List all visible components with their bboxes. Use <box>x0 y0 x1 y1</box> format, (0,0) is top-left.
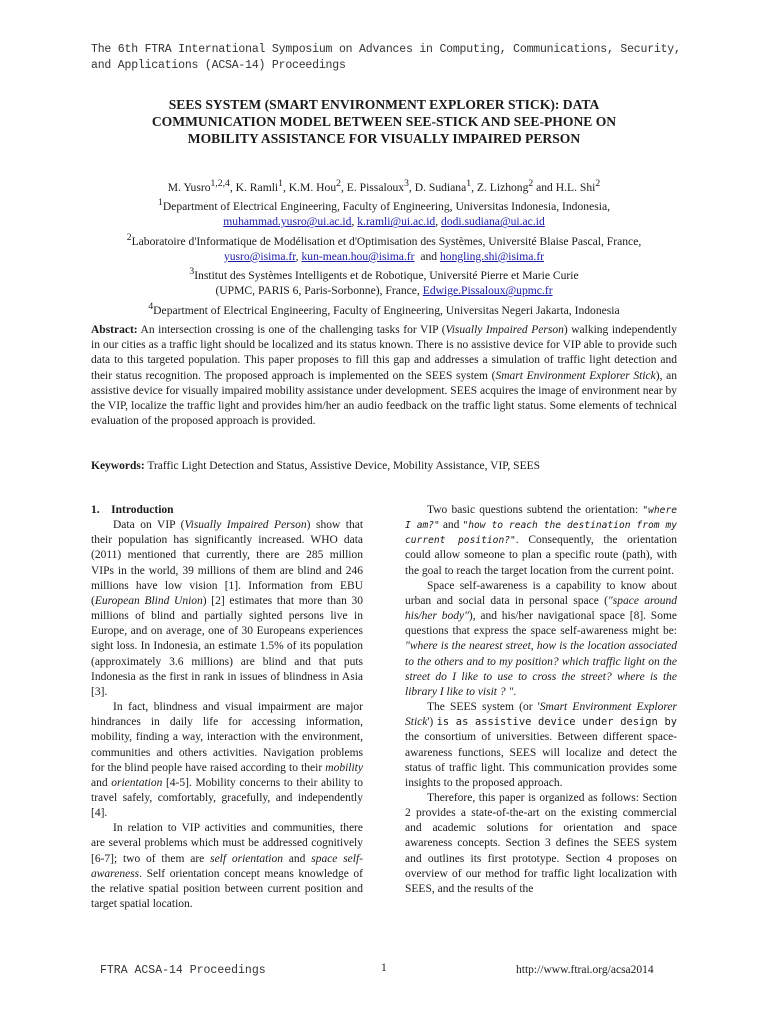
text: [4-5]. Mobility concerns to their ability to travel safely, comfortably, gracefully, and independently [4]. <box>91 776 364 820</box>
author-superscript: 1 <box>278 178 283 189</box>
text: and <box>91 776 112 789</box>
abstract-text: ) walking independently in our cities as a traffic light should be localized and its status known. There is no assistive device for VIP able to provide such data to this targeted population. This paper proposes to fill this gap and addresses a simulation of traffic light detection and their status recognition. The proposed approach is implemented on the SEES system ( <box>91 324 677 382</box>
left-column <box>91 503 363 912</box>
text: ), and his/her navigational space [8]. Some questions that express the space self-awareness might be: <box>405 610 677 638</box>
author-name: , E. Pissaloux <box>340 180 405 194</box>
author-superscript: 1 <box>466 178 472 189</box>
paragraph <box>405 579 677 700</box>
author-name: , Z. Lizhong <box>471 180 529 194</box>
italic-text: space self-awareness <box>91 852 364 880</box>
affiliation-text: Institut des Systèmes Intelligents et de Robotique, Université Pierre et Marie Curie <box>194 268 579 282</box>
italic-text: Smart Environment Explorer Stick <box>405 701 677 729</box>
affiliation-3 <box>88 264 680 283</box>
abstract-label: Abstract: <box>91 324 138 336</box>
affiliation-superscript: 1 <box>157 197 163 209</box>
affiliation-superscript: 2 <box>126 231 132 243</box>
text: ') <box>427 716 437 729</box>
keywords-text: Traffic Light Detection and Status, Assistive Device, Mobility Assistance, VIP, SEES <box>144 460 541 472</box>
quoted-question: "where I am?" <box>405 505 677 532</box>
abstract-italic: Smart Environment Explorer Stick <box>495 369 656 382</box>
text: In relation to VIP activities and communities, there are several problems which must be addressed cognitively [6-7]; two of them are <box>91 822 363 865</box>
affiliation-superscript: 4 <box>148 300 154 312</box>
email-link[interactable]: Edwige.Pissaloux@upmc.fr <box>422 284 553 298</box>
author-superscript: 2 <box>528 178 534 189</box>
abstract-text: ), an assistive device for visually impaired mobility assistance under development. SEES acquires the image of environment near by the VIP, localize the traffic light and provides him/her an audio feedback on the traffic light status. Some elements of technical evaluation of the proposed approach is provided. <box>91 369 677 428</box>
italic-text: self orientation <box>210 852 283 865</box>
affiliation-4 <box>88 299 680 318</box>
author-names <box>88 176 680 195</box>
paragraph: Therefore, this paper is organized as follows: Section 2 provides a state-of-the-art on the existing commercial and academic solutions for orientation and space awareness concepts. Section 3 defines the SEES system and outlines its first prototype. Section 4 proposes on overview of our method for traffic light localization with SEES, and the results of the <box>405 791 677 895</box>
email-link[interactable]: hongling.shi@isima.fr <box>439 249 545 263</box>
affiliation-text: Department of Electrical Engineering, Faculty of Engineering, Universitas Indonesia, Indonesia, <box>162 200 610 214</box>
text: . Consequently, the orientation could allow someone to plan a specific route (path), with the goal to reach the target location from the current point. <box>405 534 677 577</box>
email-link[interactable]: k.ramli@ui.ac.id <box>357 215 436 229</box>
separator: , <box>435 215 442 229</box>
text: the consortium of universities. Between different space-awareness functions, SEES will localize and detect the status of traffic light. This communication provides some insights to the proposed approach. <box>405 731 677 789</box>
title-line-3: MOBILITY ASSISTANCE FOR VISUALLY IMPAIRED PERSON <box>187 131 581 146</box>
emails-1 <box>88 214 680 229</box>
affiliation-text: Department of Electrical Engineering, Faculty of Engineering, Universitas Negeri Jakarta, Indonesia <box>153 303 620 317</box>
separator: and <box>414 249 440 263</box>
text: The SEES system (or ' <box>427 701 540 714</box>
text: Data on VIP ( <box>113 519 185 532</box>
affiliation-text: Laboratoire d'Informatique de Modélisation et d'Optimisation des Systèmes, Université Blaise Pascal, France, <box>131 234 642 248</box>
author-name: M. Yusro <box>167 180 211 194</box>
italic-text: Visually Impaired Person <box>184 519 307 532</box>
author-superscript: 2 <box>595 178 601 189</box>
alt-font-text: is as assistive device under design by <box>436 716 678 729</box>
abstract-italic: Visually Impaired Person <box>445 324 564 336</box>
section-heading: 1. Introduction <box>91 504 174 516</box>
email-link[interactable]: kun-mean.hou@isima.fr <box>301 249 415 263</box>
title-line-1: SEES SYSTEM (SMART ENVIRONMENT EXPLORER STICK): DATA <box>168 97 600 112</box>
paragraph <box>91 700 363 821</box>
italic-text: orientation <box>111 776 163 789</box>
paragraph <box>405 503 677 579</box>
separator: , <box>295 249 302 263</box>
email-link[interactable]: yusro@isima.fr <box>223 249 296 263</box>
author-name: , K.M. Hou <box>282 180 337 194</box>
italic-text: "where is the nearest street, how is the location associated to the others and to my position? which traffic light on the street do I like to use to cross the street? where is the library I like to visit ? " <box>405 640 677 698</box>
footer-url[interactable]: http://www.ftrai.org/acsa2014 <box>516 964 654 976</box>
italic-text: mobility <box>325 761 363 774</box>
text: Space self-awareness is a capability to know about urban and social data in personal space ( <box>405 579 677 607</box>
author-superscript: 2 <box>336 178 341 189</box>
page-number: 1 <box>381 962 387 974</box>
author-name: and H.L. Shi <box>533 180 596 194</box>
text: ) [2] estimates that more than 30 millions of blind and partially sighted persons live in Europe, and on average, one of 30 Europeans experiences sight loss. In Indonesia, an estimate 1.5% of its population (approximately 3.6 millions) are blind and that puts Indonesia as the first in rank in issues of blindness in Asia [3]. <box>91 594 363 698</box>
abstract <box>91 323 677 429</box>
text: and <box>439 519 463 532</box>
paper-title <box>88 96 680 147</box>
text: . Self orientation concept means knowledge of the relative spatial position between current position and target spatial location. <box>91 867 363 911</box>
affiliation-text: (UPMC, PARIS 6, Paris-Sorbonne), France, <box>215 284 423 298</box>
italic-text: "space around his/her body" <box>405 594 678 623</box>
text: Two basic questions subtend the orientation: <box>427 504 643 516</box>
affiliation-1 <box>88 195 680 214</box>
text: and <box>282 852 312 865</box>
author-block <box>88 176 680 318</box>
paragraph <box>91 821 363 912</box>
affiliation-2 <box>88 230 680 249</box>
quoted-question: "how to reach the destination from my current position?" <box>405 520 677 547</box>
italic-text: European Blind Union <box>94 594 203 607</box>
separator: , <box>351 215 358 229</box>
header-line-1: The 6th FTRA International Symposium on Advances in Computing, Communications, Security, <box>91 43 681 56</box>
keywords <box>91 459 677 474</box>
author-superscript: 3 <box>404 178 409 189</box>
author-name: , D. Sudiana <box>408 180 467 194</box>
running-header <box>91 42 691 74</box>
footer-proceedings: FTRA ACSA-14 Proceedings <box>100 964 266 977</box>
right-column <box>405 503 677 897</box>
affiliation-superscript: 3 <box>189 266 195 278</box>
affiliation-3-cont <box>88 283 680 298</box>
text: ) show that their population has significantly increased. WHO data (2011) mentioned that currently, there are 285 million VIPs in the world, 39 millions of them are blind and 246 millions have low vision [1]. Information from EBU ( <box>91 519 364 607</box>
author-name: , K. Ramli <box>229 180 279 194</box>
title-line-2: COMMUNICATION MODEL BETWEEN SEE-STICK AND SEE-PHONE ON <box>151 114 617 129</box>
email-link[interactable]: dodi.sudiana@ui.ac.id <box>441 215 545 229</box>
paragraph <box>91 518 363 700</box>
email-link[interactable]: muhammad.yusro@ui.ac.id <box>223 215 352 229</box>
keywords-label: Keywords: <box>91 460 145 472</box>
text: In fact, blindness and visual impairment are major hindrances in daily life for accessing information, mobility, finding a way, interaction with the environment, communities and others activities. Navigation problems for the blind people have raised according to their <box>91 701 363 774</box>
emails-2 <box>88 249 680 264</box>
text: . <box>513 685 517 698</box>
paragraph <box>405 700 677 791</box>
header-line-2: and Applications (ACSA-14) Proceedings <box>91 59 346 72</box>
author-superscript: 1,2,4 <box>210 178 230 189</box>
abstract-text: An intersection crossing is one of the challenging tasks for VIP ( <box>137 324 446 336</box>
